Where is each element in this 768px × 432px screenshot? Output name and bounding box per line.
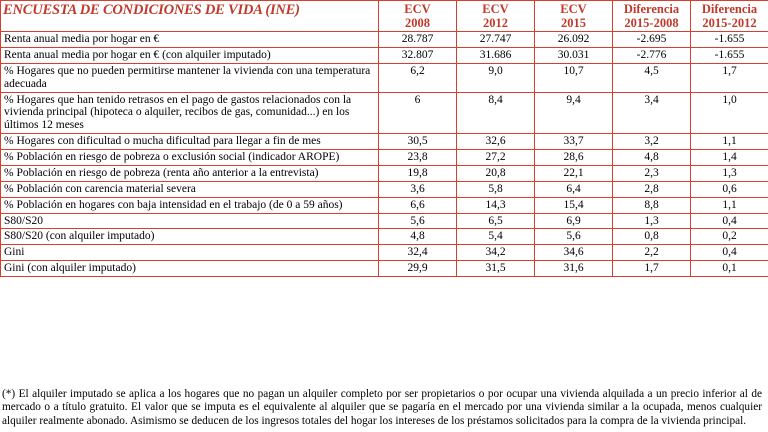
cell-ecv-2015: 9,4 <box>535 92 613 134</box>
cell-dif-2015-2008: -2.695 <box>613 32 691 48</box>
cell-dif-2015-2012: 0,2 <box>691 229 768 245</box>
cell-ecv-2008: 32.807 <box>379 47 457 63</box>
cell-ecv-2012: 14,3 <box>457 197 535 213</box>
column-header-line2: 2015 <box>561 16 586 30</box>
table-row <box>1 150 768 166</box>
row-label: Renta anual media por hogar en € (con alquiler imputado) <box>1 47 379 63</box>
cell-dif-2015-2012: 1,3 <box>691 165 768 181</box>
header-row <box>1 1 768 32</box>
cell-dif-2015-2012: 1,7 <box>691 63 768 92</box>
cell-ecv-2012: 8,4 <box>457 92 535 134</box>
cell-ecv-2015: 33,7 <box>535 134 613 150</box>
column-header-line1: ECV <box>404 2 431 16</box>
column-header-ecv-2012 <box>457 1 535 32</box>
cell-dif-2015-2012: 1,0 <box>691 92 768 134</box>
cell-ecv-2015: 28,6 <box>535 150 613 166</box>
cell-ecv-2008: 6,2 <box>379 63 457 92</box>
column-header-diferencia-2015-2012 <box>691 1 768 32</box>
cell-ecv-2015: 10,7 <box>535 63 613 92</box>
column-header-line1: Diferencia <box>701 2 758 16</box>
cell-dif-2015-2012: 0,4 <box>691 245 768 261</box>
cell-ecv-2012: 6,5 <box>457 213 535 229</box>
column-header-diferencia-2015-2008 <box>613 1 691 32</box>
column-header-line1: ECV <box>482 2 509 16</box>
footnote <box>0 386 768 432</box>
table-row <box>1 47 768 63</box>
cell-dif-2015-2012: 0,1 <box>691 261 768 277</box>
cell-ecv-2012: 5,4 <box>457 229 535 245</box>
row-label: % Hogares que no pueden permitirse mantener la vivienda con una temperatura adecuada <box>1 63 379 92</box>
footnote-text: (*) El alquiler imputado se aplica a los hogares que no pagan un alquiler completo por ser propietarios o por ocupar una vivienda alquilada a un precio inferior al de mercado o a título gratuito. El valor que se imputa es el equivalente al alquiler que se pagaría en el mercado por una vivienda similar a la ocupada, menos cualquier alquiler realmente abonado. Asimismo se deducen de los ingresos totales del hogar los intereses de los préstamos solicitados para la compra de la vivienda principal. <box>2 387 762 428</box>
cell-ecv-2008: 4,8 <box>379 229 457 245</box>
cell-ecv-2012: 27,2 <box>457 150 535 166</box>
table-row <box>1 245 768 261</box>
table-body <box>1 32 768 277</box>
table-row <box>1 63 768 92</box>
cell-dif-2015-2012: 0,4 <box>691 213 768 229</box>
cell-dif-2015-2012: 1,1 <box>691 197 768 213</box>
cell-ecv-2008: 3,6 <box>379 181 457 197</box>
cell-ecv-2008: 32,4 <box>379 245 457 261</box>
cell-ecv-2015: 6,4 <box>535 181 613 197</box>
cell-ecv-2015: 22,1 <box>535 165 613 181</box>
cell-ecv-2008: 23,8 <box>379 150 457 166</box>
row-label: % Población en riesgo de pobreza o exclusión social (indicador AROPE) <box>1 150 379 166</box>
cell-dif-2015-2012: -1.655 <box>691 47 768 63</box>
cell-ecv-2015: 30.031 <box>535 47 613 63</box>
cell-ecv-2012: 20,8 <box>457 165 535 181</box>
cell-dif-2015-2012: 1,4 <box>691 150 768 166</box>
column-header-line1: ECV <box>560 2 587 16</box>
column-header-ecv-2015 <box>535 1 613 32</box>
row-label: Gini <box>1 245 379 261</box>
row-label: S80/S20 <box>1 213 379 229</box>
row-label: Gini (con alquiler imputado) <box>1 261 379 277</box>
table-row <box>1 213 768 229</box>
table-row <box>1 134 768 150</box>
column-header-line2: 2015-2012 <box>702 16 757 30</box>
row-label: % Población en riesgo de pobreza (renta año anterior a la entrevista) <box>1 165 379 181</box>
cell-ecv-2015: 6,9 <box>535 213 613 229</box>
cell-ecv-2015: 15,4 <box>535 197 613 213</box>
table-row <box>1 197 768 213</box>
cell-ecv-2012: 34,2 <box>457 245 535 261</box>
row-label: % Hogares con dificultad o mucha dificultad para llegar a fin de mes <box>1 134 379 150</box>
cell-dif-2015-2008: 1,7 <box>613 261 691 277</box>
cell-ecv-2012: 31,5 <box>457 261 535 277</box>
cell-ecv-2012: 5,8 <box>457 181 535 197</box>
row-label: % Población en hogares con baja intensidad en el trabajo (de 0 a 59 años) <box>1 197 379 213</box>
cell-dif-2015-2012: -1.655 <box>691 32 768 48</box>
cell-ecv-2008: 5,6 <box>379 213 457 229</box>
cell-dif-2015-2008: 1,3 <box>613 213 691 229</box>
column-header-line2: 2015-2008 <box>624 16 679 30</box>
table-row <box>1 261 768 277</box>
cell-ecv-2008: 28.787 <box>379 32 457 48</box>
cell-dif-2015-2008: 3,4 <box>613 92 691 134</box>
cell-ecv-2008: 6,6 <box>379 197 457 213</box>
cell-dif-2015-2008: 0,8 <box>613 229 691 245</box>
cell-dif-2015-2008: 8,8 <box>613 197 691 213</box>
cell-dif-2015-2008: 2,8 <box>613 181 691 197</box>
cell-ecv-2008: 29,9 <box>379 261 457 277</box>
column-header-line2: 2012 <box>483 16 508 30</box>
cell-ecv-2012: 9,0 <box>457 63 535 92</box>
table-row <box>1 229 768 245</box>
cell-dif-2015-2008: 4,8 <box>613 150 691 166</box>
cell-dif-2015-2008: 2,2 <box>613 245 691 261</box>
cell-ecv-2015: 34,6 <box>535 245 613 261</box>
table-row <box>1 165 768 181</box>
column-header-line1: Diferencia <box>623 2 680 16</box>
cell-ecv-2008: 6 <box>379 92 457 134</box>
cell-dif-2015-2008: 3,2 <box>613 134 691 150</box>
row-label: S80/S20 (con alquiler imputado) <box>1 229 379 245</box>
cell-dif-2015-2008: 4,5 <box>613 63 691 92</box>
cell-ecv-2008: 30,5 <box>379 134 457 150</box>
cell-ecv-2008: 19,8 <box>379 165 457 181</box>
column-header-line2: 2008 <box>405 16 430 30</box>
cell-ecv-2015: 5,6 <box>535 229 613 245</box>
cell-ecv-2012: 27.747 <box>457 32 535 48</box>
table-row <box>1 181 768 197</box>
table-row <box>1 32 768 48</box>
cell-dif-2015-2008: -2.776 <box>613 47 691 63</box>
cell-dif-2015-2012: 1,1 <box>691 134 768 150</box>
cell-ecv-2012: 31.686 <box>457 47 535 63</box>
row-label: % Población con carencia material severa <box>1 181 379 197</box>
cell-dif-2015-2012: 0,6 <box>691 181 768 197</box>
table-title: ENCUESTA DE CONDICIONES DE VIDA (INE) <box>1 1 379 32</box>
cell-ecv-2012: 32,6 <box>457 134 535 150</box>
cell-ecv-2015: 26.092 <box>535 32 613 48</box>
row-label: Renta anual media por hogar en € <box>1 32 379 48</box>
table-header <box>1 1 768 32</box>
row-label: % Hogares que han tenido retrasos en el pago de gastos relacionados con la vivienda principal (hipoteca o alquiler, recibos de gas, comunidad...) en los últimos 12 meses <box>1 92 379 134</box>
cell-ecv-2015: 31,6 <box>535 261 613 277</box>
table-row <box>1 92 768 134</box>
column-header-ecv-2008 <box>379 1 457 32</box>
cell-dif-2015-2008: 2,3 <box>613 165 691 181</box>
